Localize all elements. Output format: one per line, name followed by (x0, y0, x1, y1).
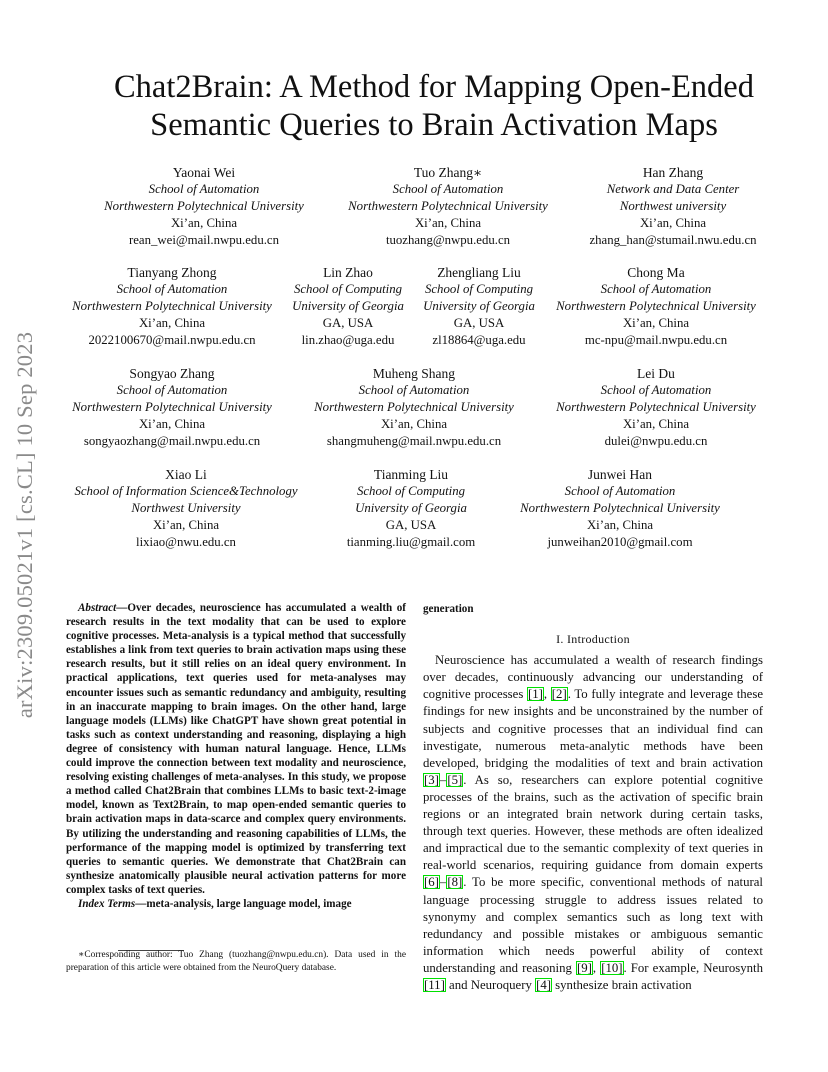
citation-link[interactable]: [4] (536, 977, 551, 992)
author-institution: Northwestern Polytechnical University (520, 501, 720, 515)
citation-link[interactable]: [10] (601, 960, 623, 975)
author-location: Xi’an, China (586, 518, 654, 532)
index-terms-label: Index Terms (78, 897, 136, 910)
author-name: Tuo Zhang∗ (413, 165, 483, 180)
author-name: Yaonai Wei (172, 165, 236, 180)
author-location: Xi’an, China (622, 316, 690, 330)
author-location: GA, USA (453, 316, 505, 330)
author-email: lixiao@nwu.edu.cn (136, 535, 236, 549)
author-dept: School of Automation (600, 383, 712, 397)
right-column (423, 601, 763, 994)
author-name: Xiao Li (165, 467, 207, 482)
intro-text: – (439, 772, 447, 787)
author-block (72, 264, 272, 349)
abstract-label: Abstract (78, 602, 117, 614)
author-institution: Northwestern Polytechnical University (314, 400, 514, 414)
author-block (314, 365, 514, 450)
author-institution: Northwestern Polytechnical University (72, 400, 272, 414)
author-institution: Northwestern Polytechnical University (556, 400, 756, 414)
author-dept: School of Automation (600, 282, 712, 296)
author-name: Muheng Shang (372, 366, 456, 381)
author-institution: Northwestern Polytechnical University (348, 199, 548, 213)
author-location: GA, USA (322, 316, 374, 330)
author-location: Xi’an, China (152, 518, 220, 532)
author-block (423, 264, 535, 349)
author-email: tianming.liu@gmail.com (346, 535, 476, 549)
intro-text: , (592, 960, 601, 975)
author-location: Xi’an, China (138, 316, 206, 330)
author-name: Zhengliang Liu (437, 265, 521, 280)
author-block (348, 164, 548, 249)
author-location: Xi’an, China (622, 417, 690, 431)
author-name: Junwei Han (587, 467, 653, 482)
author-email: zhang_han@stumail.nwu.edu.cn (589, 233, 757, 247)
author-location: Xi’an, China (639, 216, 707, 230)
author-dept: School of Computing (424, 282, 534, 296)
intro-text: . For example, Neurosynth (623, 960, 763, 975)
author-email: zl18864@uga.edu (432, 333, 526, 347)
author-block (556, 365, 756, 450)
author-name: Tianming Liu (373, 467, 449, 482)
author-name: Lin Zhao (323, 265, 373, 280)
author-location: Xi’an, China (138, 417, 206, 431)
author-dept: School of Automation (116, 282, 228, 296)
intro-paragraph (423, 652, 763, 994)
author-dept: School of Information Science&Technology (74, 484, 298, 498)
author-email: tuozhang@nwpu.edu.cn (385, 233, 511, 247)
author-name: Han Zhang (642, 165, 704, 180)
author-dept: School of Automation (358, 383, 470, 397)
intro-text: synthesize brain activation (551, 977, 692, 992)
author-name: Lei Du (637, 366, 675, 381)
author-block (347, 466, 475, 551)
citation-link[interactable]: [2] (551, 687, 567, 702)
author-dept: School of Computing (356, 484, 466, 498)
section-heading: I. Introduction (556, 632, 630, 647)
author-block (72, 365, 272, 450)
author-email: shangmuheng@mail.nwpu.edu.cn (326, 434, 502, 448)
index-terms-text: —meta-analysis, large language model, image (135, 897, 352, 910)
paper-title: Chat2Brain: A Method for Mapping Open-Ended Semantic Queries to Brain Activation Maps (114, 69, 754, 143)
citation-link[interactable]: [8] (447, 875, 463, 890)
abstract (66, 601, 406, 911)
citation-link[interactable]: [6] (424, 875, 439, 890)
index-terms-continued: generation (423, 603, 474, 615)
author-institution: Northwest University (131, 501, 241, 515)
author-institution: Northwestern Polytechnical University (72, 299, 272, 313)
intro-text: . As so, researchers can explore potential cognitive processes of the brains, such as the activation of specific brain regions or an integrated brain network during certain tasks, through text queries. However, these methods are often idealized and impractical due to the semantic complexity of text queries in real-world scenarios, requiring guidance from domain experts (423, 772, 763, 873)
abstract-text: —Over decades, neuroscience has accumulated a wealth of research results in the text modality that can be used to explore cognitive processes. Meta-analysis is a typical method that successfully establishes a link from text queries to brain activation maps using these research results, but it still relies on an ideal query environment. In practical applications, text queries used for meta-analyses may encounter issues such as semantic redundancy and ambiguity, resulting in an inaccurate mapping to brain images. On the other hand, large language models (LLMs) like ChatGPT have shown great potential in tasks such as context understanding and reasoning, displaying a high degree of consistency with human natural language. Hence, LLMs could improve the connection between text modality and neuroscience, resolving existing challenges of meta-analyses. In this study, we propose a method called Chat2Brain that combines LLMs to basic text-2-image model, known as Text2Brain, to map open-ended semantic queries to brain activation maps in data-scarce and complex query environments. By utilizing the understanding and reasoning capabilities of LLMs, the performance of the mapping model is optimized by transferring text queries to semantic queries. We demonstrate that Chat2Brain can synthesize anatomically plausible neural activation patterns for more complex tasks of text queries. (66, 602, 406, 896)
citation-link[interactable]: [5] (447, 772, 463, 787)
author-email: rean_wei@mail.nwpu.edu.cn (128, 233, 280, 247)
author-location: Xi’an, China (380, 417, 448, 431)
author-institution: Northwest university (619, 199, 727, 213)
author-institution: University of Georgia (423, 299, 535, 313)
citation-link[interactable]: [9] (576, 960, 592, 975)
author-block (589, 164, 756, 249)
author-block (74, 466, 297, 551)
author-email: mc-npu@mail.nwpu.edu.cn (584, 333, 728, 347)
author-dept: School of Automation (392, 182, 504, 196)
author-dept: Network and Data Center (606, 182, 740, 196)
citation-link[interactable]: [1] (527, 687, 543, 702)
author-institution: University of Georgia (292, 299, 404, 313)
author-block (556, 264, 756, 349)
citation-link[interactable]: [11] (424, 977, 445, 992)
intro-text: . To be more specific, conventional methods of natural language processing struggle to address issues related to synonymy and complex semantics such as long text with redundancy and possible mistakes or ambiguous semantic information which needs powerful ability of context understanding and reasoning (423, 875, 763, 975)
author-dept: School of Computing (293, 282, 403, 296)
author-location: Xi’an, China (414, 216, 482, 230)
intro-text: . To fully integrate and leverage these findings for new insights and be unconstrained by the number of subjects and cognitive processes that an individual find can investigate, numerous meta-analytic methods have been developed, bridging the modalities of text and brain activation (423, 687, 763, 770)
intro-text: , (543, 687, 551, 702)
author-email: songyaozhang@mail.nwpu.edu.cn (83, 434, 261, 448)
author-institution: University of Georgia (355, 501, 467, 515)
author-name: Chong Ma (627, 265, 685, 280)
author-institution: Northwestern Polytechnical University (556, 299, 756, 313)
author-name: Tianyang Zhong (127, 265, 217, 280)
intro-text: Neuroscience has accumulated a wealth of research findings over decades, continuously advancing our understanding of cognitive processes (423, 653, 763, 702)
footnote (66, 949, 406, 975)
arxiv-stamp: arXiv:2309.05021v1 [cs.CL] 10 Sep 2023 (12, 331, 37, 719)
author-location: Xi’an, China (170, 216, 238, 230)
author-dept: School of Automation (148, 182, 260, 196)
author-name: Songyao Zhang (129, 366, 215, 381)
author-email: dulei@nwpu.edu.cn (604, 434, 708, 448)
author-dept: School of Automation (564, 484, 676, 498)
author-block (520, 466, 720, 551)
intro-text: – (439, 875, 447, 890)
author-institution: Northwestern Polytechnical University (104, 199, 304, 213)
author-email: lin.zhao@uga.edu (301, 333, 395, 347)
author-email: junweihan2010@gmail.com (547, 535, 693, 549)
author-block (292, 264, 404, 349)
author-email: 2022100670@mail.nwpu.edu.cn (88, 333, 256, 347)
author-block (104, 164, 304, 249)
citation-link[interactable]: [3] (424, 772, 439, 787)
author-location: GA, USA (385, 518, 437, 532)
author-dept: School of Automation (116, 383, 228, 397)
intro-text: and Neuroquery (445, 977, 536, 992)
footnote-text: ∗Corresponding author: Tuo Zhang (tuozhang@nwpu.edu.cn). Data used in the preparation of this article were obtained from the NeuroQuery database. (66, 950, 406, 973)
